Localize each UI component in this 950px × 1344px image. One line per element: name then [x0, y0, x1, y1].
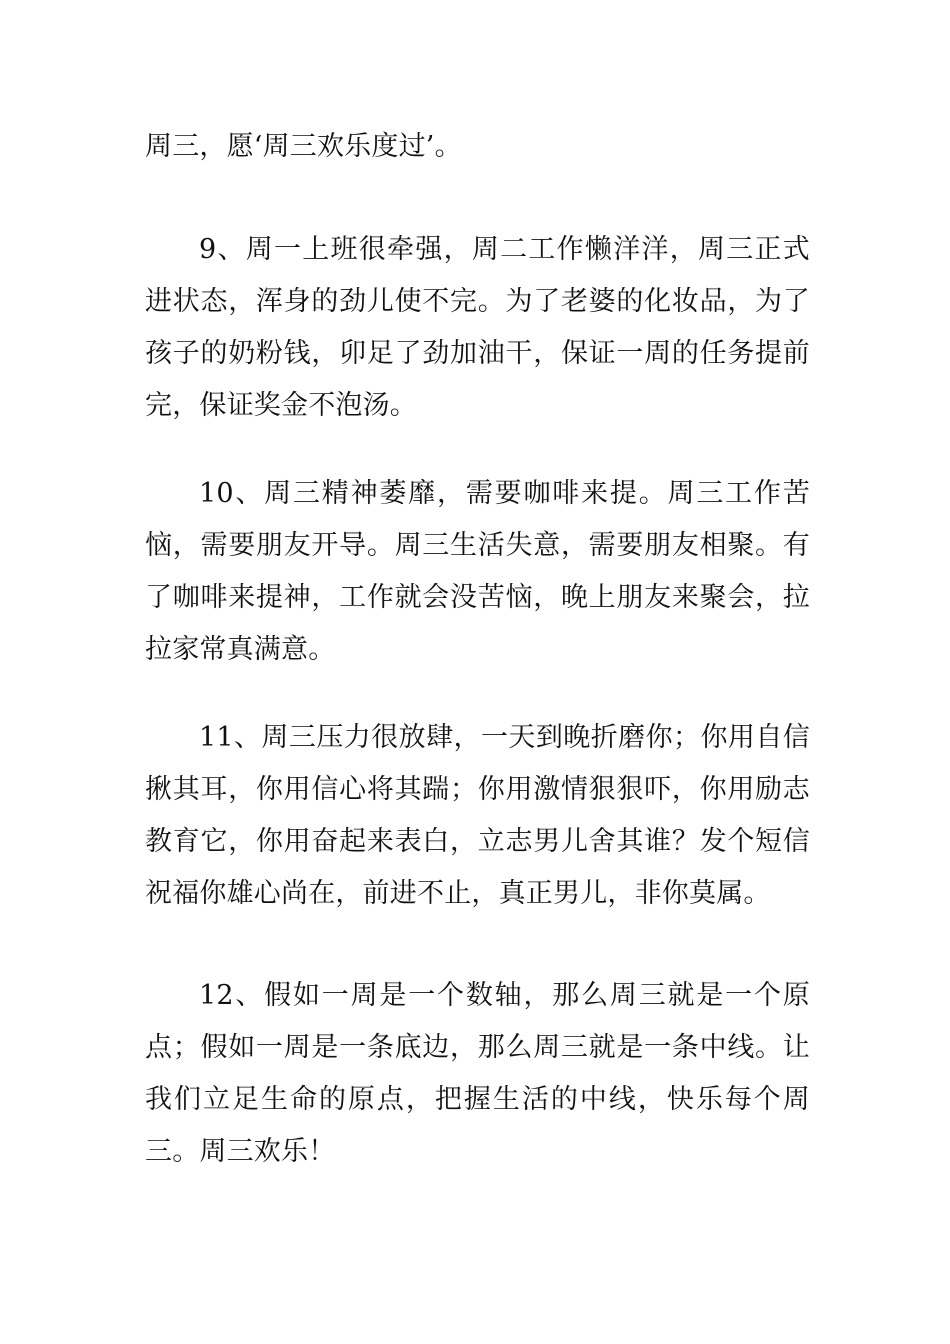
paragraph-item-10: 10、周三精神萎靡，需要咖啡来提。周三工作苦恼，需要朋友开导。周三生活失意，需要朋友相聚。有了咖啡来提神，工作就会没苦恼，晚上朋友来聚会，拉拉家常真满意。 [145, 478, 810, 665]
paragraph-item-11: 11、周三压力很放肆，一天到晚折磨你；你用自信揪其耳，你用信心将其踹；你用激情狠狠吓，你用励志教育它，你用奋起来表白，立志男儿舍其谁？发个短信祝福你雄心尚在，前进不止，真正男儿，非你莫属。 [145, 722, 810, 909]
paragraph-item-9: 9、周一上班很牵强，周二工作懒洋洋，周三正式进状态，浑身的劲儿使不完。为了老婆的化妆品，为了孩子的奶粉钱，卯足了劲加油干，保证一周的任务提前完，保证奖金不泡汤。 [145, 234, 810, 421]
paragraph-item-12: 12、假如一周是一个数轴，那么周三就是一个原点；假如一周是一条底边，那么周三就是一条中线。让我们立足生命的原点，把握生活的中线，快乐每个周三。周三欢乐！ [145, 980, 810, 1167]
paragraph-continuation: 周三，愿‘周三欢乐度过’。 [145, 131, 462, 162]
